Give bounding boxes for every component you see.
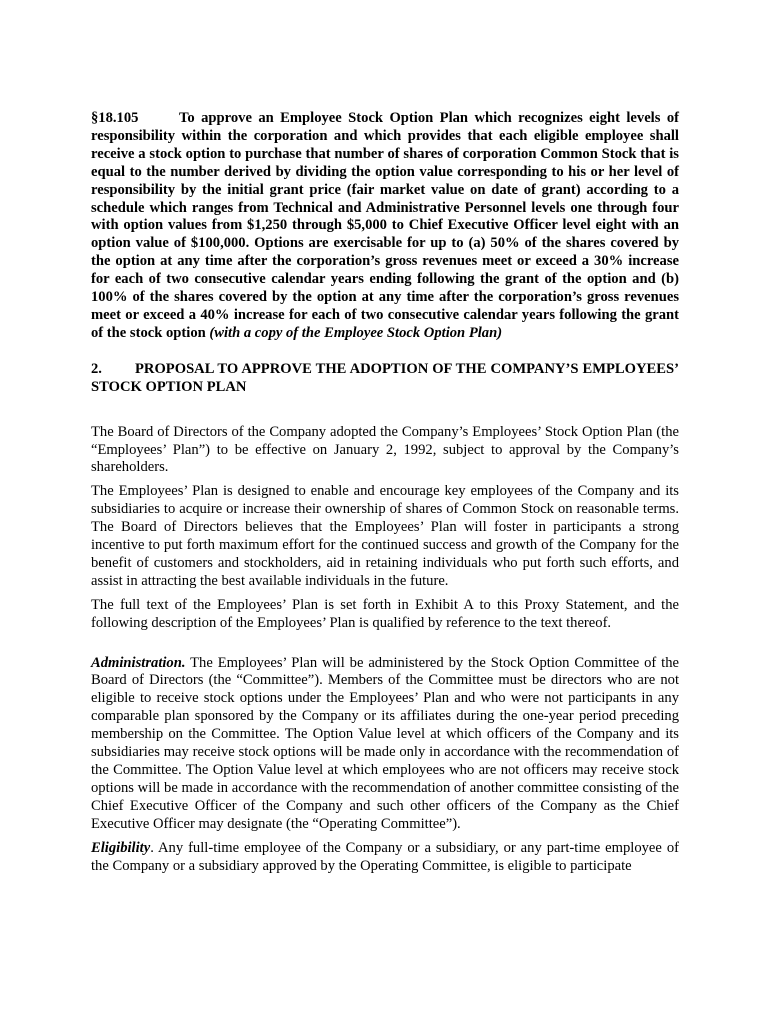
- section-intro-paragraph: [91, 110, 679, 343]
- proposal-title: PROPOSAL TO APPROVE THE ADOPTION OF THE COMPANY’S EMPLOYEES’ STOCK OPTION PLAN: [91, 360, 679, 395]
- administration-heading: Administration.: [91, 654, 186, 671]
- proposal-number: 2.: [91, 360, 102, 377]
- body-paragraph-2: The Employees’ Plan is designed to enable and encourage key employees of the Company and its subsidiaries to acquire or increase their ownership of shares of Common Stock on reasonable terms. The Board of Directors believes that the Employees’ Plan will foster in participants a strong incentive to put forth maximum effort for the continued success and growth of the Company for the benefit of customers and stockholders, aid in retaining individuals who put forth such efforts, and assist in attracting the best available individuals in the future.: [91, 483, 679, 589]
- proposal-heading: [91, 361, 679, 397]
- body-paragraph-3: The full text of the Employees’ Plan is set forth in Exhibit A to this Proxy Statement, and the following description of the Employees’ Plan is qualified by reference to the text thereof.: [91, 596, 679, 631]
- body-paragraph-1: The Board of Directors of the Company adopted the Company’s Employees’ Stock Option Plan (the “Employees’ Plan”) to be effective on January 2, 1992, subject to approval by the Company’s shareholders.: [91, 423, 679, 476]
- eligibility-paragraph: [91, 840, 679, 876]
- section-number: §18.105: [91, 110, 139, 126]
- section-parenthetical: (with a copy of the Employee Stock Option Plan): [209, 324, 503, 341]
- section-text: To approve an Employee Stock Option Plan which recognizes eight levels of responsibility within the corporation and which provides that each eligible employee shall receive a stock option to purchase that number of shares of corporation Common Stock that is equal to the number derived by dividing the option value corresponding to his or her level of responsibility by the initial grant price (fair market value on date of grant) according to a schedule which ranges from Technical and Administrative Personnel levels one through four with option values from $1,250 through $5,000 to Chief Executive Officer level eight with an option value of $100,000. Options are exercisable for up to (a) 50% of the shares covered by the option at any time after the corporation’s gross revenues meet or exceed a 30% increase for each of two consecutive calendar years ending following the grant of the option and (b) 100% of the shares covered by the option at any time after the corporation’s gross revenues meet or exceed a 40% increase for each of two consecutive calendar years following the grant of the stock option: [91, 110, 679, 341]
- eligibility-heading: Eligibility: [91, 839, 151, 856]
- administration-paragraph: [91, 655, 679, 834]
- administration-text: The Employees’ Plan will be administered by the Stock Option Committee of the Board of Directors (the “Committee”). Members of the Committee must be directors who are not eligible to receive stock options under the Employees’ Plan and who were not participants in any comparable plan sponsored by the Company or its affiliates during the one-year period preceding membership on the Committee. The Option Value level at which officers of the Company and its subsidiaries may receive stock options will be made only in accordance with the recommendation of the Committee. The Option Value level at which employees who are not officers may receive stock options will be made in accordance with the recommendation of another committee consisting of the Chief Executive Officer of the Company and such other officers of the Company as the Chief Executive Officer may designate (the “Operating Committee”).: [91, 654, 679, 832]
- eligibility-text: . Any full-time employee of the Company or a subsidiary, or any part-time employee of the Company or a subsidiary approved by the Operating Committee, is eligible to participate: [91, 839, 679, 874]
- document-page: [91, 110, 679, 875]
